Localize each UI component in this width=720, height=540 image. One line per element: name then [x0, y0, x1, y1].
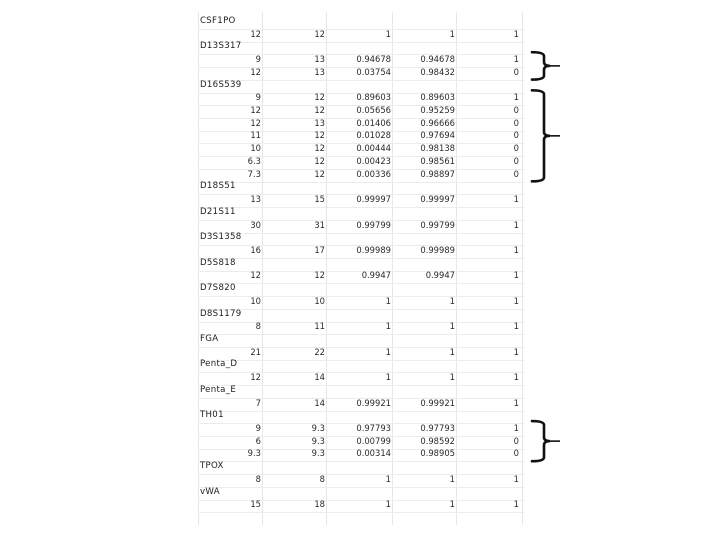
table-cell: 17	[314, 244, 325, 255]
table-cell: 12	[314, 168, 325, 179]
table-cell: 0.00799	[356, 435, 391, 446]
table-cell: 0.97793	[420, 423, 455, 434]
locus-name: D5S818	[200, 257, 236, 268]
table-cell: 13	[314, 66, 325, 77]
table-cell: 0.01406	[356, 117, 391, 128]
table-cell: 0.97694	[420, 130, 455, 141]
locus-name: TH01	[200, 410, 224, 421]
table-cell: 12	[250, 372, 261, 383]
locus-name: D8S1179	[200, 308, 242, 319]
table-cell: 0.98905	[420, 448, 455, 459]
table-cell: 22	[314, 346, 325, 357]
table-cell: 9.3	[311, 448, 325, 459]
table-cell: 1	[513, 372, 519, 383]
table-cell: 10	[250, 143, 261, 154]
table-cell: 0.99799	[420, 219, 455, 230]
locus-name: D3S1358	[200, 232, 242, 243]
curly-bracket-th01	[532, 421, 550, 461]
table-cell: 0.98432	[420, 66, 455, 77]
table-cell: 1	[449, 473, 455, 484]
table-cell: 0	[513, 130, 519, 141]
table-cell: 0.99921	[356, 397, 391, 408]
table-cell: 31	[314, 219, 325, 230]
locus-name: D21S11	[200, 206, 236, 217]
table-cell: 11	[314, 321, 325, 332]
table-cell: 7.3	[247, 168, 261, 179]
table-cell: 30	[250, 219, 261, 230]
table-cell: 13	[314, 54, 325, 65]
table-cell: 0.99989	[420, 244, 455, 255]
table-cell: 1	[513, 321, 519, 332]
table-cell: 0.99997	[356, 194, 391, 205]
table-cell: 9	[255, 92, 261, 103]
table-cell: 0.98138	[420, 143, 455, 154]
table-cell: 12	[314, 155, 325, 166]
table-cell: 1	[385, 321, 391, 332]
table-cell: 1	[513, 499, 519, 510]
table-cell: 14	[314, 372, 325, 383]
table-cell: 0.01028	[356, 130, 391, 141]
table-cell: 7	[255, 397, 261, 408]
table-cell: 1	[449, 499, 455, 510]
table-cell: 0.89603	[420, 92, 455, 103]
table-cell: 1	[513, 194, 519, 205]
table-cell: 1	[513, 219, 519, 230]
curly-bracket-d16s539	[532, 90, 550, 181]
table-cell: 0	[513, 66, 519, 77]
table-cell: 9.3	[311, 435, 325, 446]
table-cell: 8	[255, 321, 261, 332]
table-cell: 0.99989	[356, 244, 391, 255]
table-cell: 12	[314, 270, 325, 281]
table-cell: 0.03754	[356, 66, 391, 77]
table-cell: 1	[513, 473, 519, 484]
table-cell: 1	[385, 473, 391, 484]
table-cell: 1	[449, 321, 455, 332]
locus-name: D18S51	[200, 181, 236, 192]
table-cell: 12	[250, 66, 261, 77]
table-cell: 12	[314, 143, 325, 154]
table-cell: 0.96666	[420, 117, 455, 128]
table-cell: 6	[255, 435, 261, 446]
table-cell: 0.00314	[356, 448, 391, 459]
table-cell: 14	[314, 397, 325, 408]
table-cell: 1	[513, 295, 519, 306]
locus-name: FGA	[200, 334, 219, 344]
table-cell: 1	[513, 28, 519, 39]
locus-name: Penta_E	[200, 384, 237, 395]
table-cell: 0.00444	[356, 143, 391, 154]
table-cell: 9	[255, 54, 261, 65]
table-cell: 0.98561	[420, 155, 455, 166]
table-cell: 0	[513, 155, 519, 166]
table-cell: 0.00423	[356, 155, 391, 166]
table-cell: 1	[385, 372, 391, 383]
table-cell: 0.9947	[425, 270, 455, 281]
table-cell: 0.98897	[420, 168, 455, 179]
table-cell: 0	[513, 168, 519, 179]
table-cell: 0.94678	[356, 54, 391, 65]
table-cell: 12	[250, 28, 261, 39]
table-cell: 18	[314, 499, 325, 510]
table-cell: 9.3	[247, 448, 261, 459]
table-cell: 10	[314, 295, 325, 306]
table-cell: 1	[449, 28, 455, 39]
table-cell: 1	[513, 54, 519, 65]
table-cell: 1	[449, 372, 455, 383]
table-cell: 12	[314, 130, 325, 141]
locus-name: vWA	[200, 486, 220, 497]
table-cell: 9	[255, 423, 261, 434]
table-cell: 9.3	[311, 423, 325, 434]
table-cell: 21	[250, 346, 261, 357]
table-cell: 15	[250, 499, 261, 510]
locus-name: D16S539	[200, 79, 242, 90]
table-cell: 0.99921	[420, 397, 455, 408]
table-cell: 0.97793	[356, 423, 391, 434]
table-cell: 1	[513, 346, 519, 357]
table-cell: 1	[385, 295, 391, 306]
table-cell: 8	[319, 473, 325, 484]
table-cell: 6.3	[247, 155, 261, 166]
table-cell: 12	[250, 105, 261, 116]
locus-name: D7S820	[200, 283, 236, 294]
table-cell: 13	[250, 194, 261, 205]
table-cell: 0	[513, 448, 519, 459]
table-cell: 0.05656	[356, 105, 391, 116]
table-cell: 8	[255, 473, 261, 484]
table-cell: 12	[314, 105, 325, 116]
table-cell: 0.89603	[356, 92, 391, 103]
curly-bracket-d13s317	[532, 52, 550, 79]
table-cell: 1	[513, 397, 519, 408]
table-cell: 1	[385, 28, 391, 39]
table-cell: 0	[513, 143, 519, 154]
table-cell: 12	[314, 28, 325, 39]
table-cell: 15	[314, 194, 325, 205]
table-cell: 0.94678	[420, 54, 455, 65]
table-cell: 0	[513, 117, 519, 128]
table-cell: 1	[513, 92, 519, 103]
table-cell: 11	[250, 130, 261, 141]
table-cell: 0.98592	[420, 435, 455, 446]
table-cell: 12	[250, 270, 261, 281]
table-cell: 1	[449, 346, 455, 357]
table-cell: 12	[250, 117, 261, 128]
locus-name: Penta_D	[200, 359, 238, 370]
table-cell: 13	[314, 117, 325, 128]
table-cell: 1	[449, 295, 455, 306]
table-cell: 1	[513, 423, 519, 434]
table-cell: 0	[513, 435, 519, 446]
table-cell: 0.00336	[356, 168, 391, 179]
table-cell: 0.9947	[361, 270, 391, 281]
table-cell: 16	[250, 244, 261, 255]
table-cell: 0.95259	[420, 105, 455, 116]
locus-name: CSF1PO	[200, 16, 236, 26]
locus-name: D13S317	[200, 41, 242, 52]
locus-name: TPOX	[200, 461, 224, 472]
table-cell: 1	[513, 244, 519, 255]
table-cell: 1	[513, 270, 519, 281]
table-cell: 0.99997	[420, 194, 455, 205]
table-cell: 10	[250, 295, 261, 306]
table-cell: 12	[314, 92, 325, 103]
table-cell: 1	[385, 499, 391, 510]
table-cell: 0.99799	[356, 219, 391, 230]
table-cell: 1	[385, 346, 391, 357]
table-cell: 0	[513, 105, 519, 116]
